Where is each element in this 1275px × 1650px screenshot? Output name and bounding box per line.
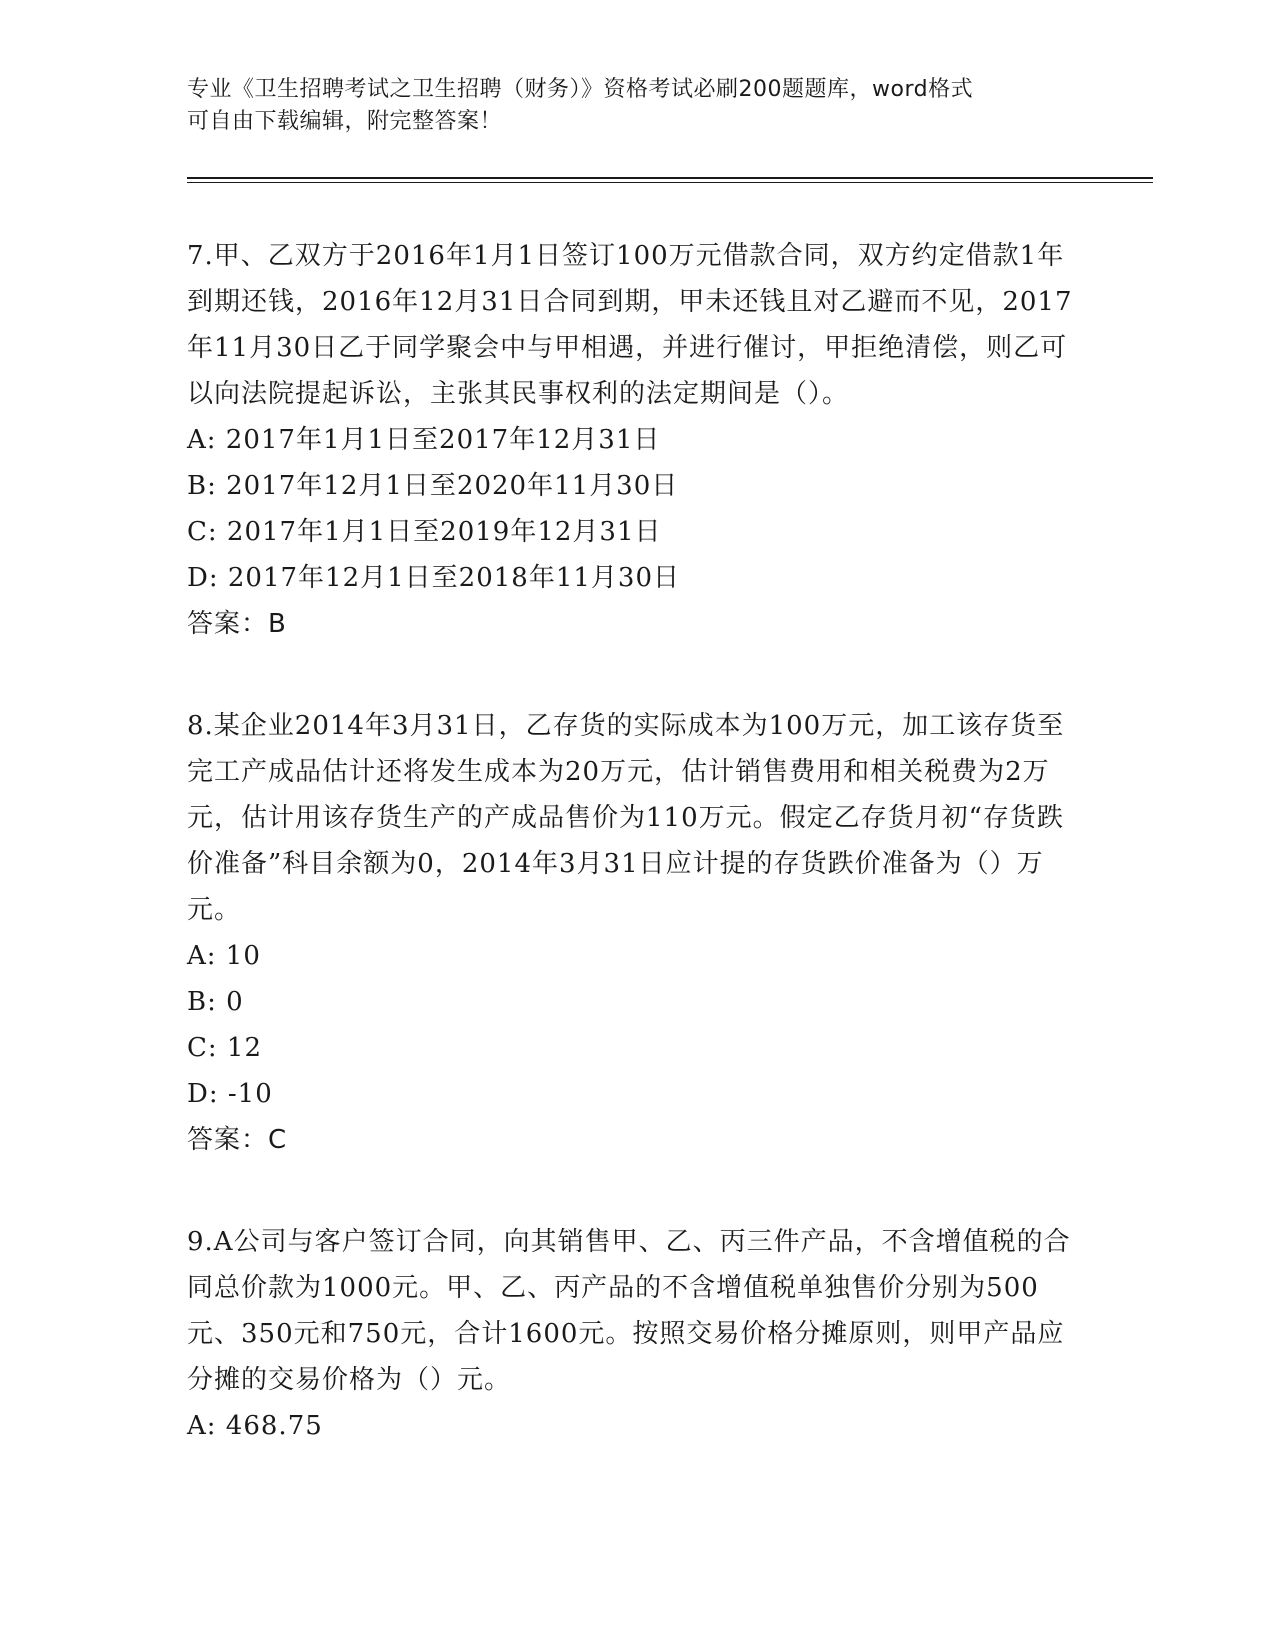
option-a: A: 2017年1月1日至2017年12月31日 <box>187 425 661 455</box>
option-a: A: 468.75 <box>187 1411 323 1441</box>
option-a: A: 10 <box>187 941 261 971</box>
question-list <box>187 233 1087 1505</box>
header-rule-thin <box>187 182 1153 183</box>
option-c: C: 12 <box>187 1033 263 1063</box>
option-b: B: 0 <box>187 987 244 1017</box>
question-stem: 8.某企业2014年3月31日，乙存货的实际成本为100万元，加工该存货至完工产成品估计还将发生成本为20万元，估计销售费用和相关税费为2万元，估计用该存货生产的产成品售价为110万元。假定乙存货月初“存货跌价准备”科目余额为0，2014年3月31日应计提的存货跌价准备为（）万元。 <box>187 711 1065 925</box>
answer: 答案：B <box>187 609 287 639</box>
option-d: D: -10 <box>187 1079 273 1109</box>
question-8 <box>187 703 1087 1163</box>
option-b: B: 2017年12月1日至2020年11月30日 <box>187 471 679 501</box>
question-stem: 7.甲、乙双方于2016年1月1日签订100万元借款合同，双方约定借款1年到期还钱，2016年12月31日合同到期，甲未还钱且对乙避而不见，2017年11月30日乙于同学聚会中与甲相遇，并进行催讨，甲拒绝清偿，则乙可以向法院提起诉讼，主张其民事权利的法定期间是（）。 <box>187 241 1073 409</box>
header-rule-thick <box>187 177 1153 179</box>
option-d: D: 2017年12月1日至2018年11月30日 <box>187 563 681 593</box>
question-9 <box>187 1219 1087 1449</box>
answer: 答案：C <box>187 1125 288 1155</box>
document-header: 专业《卫生招聘考试之卫生招聘（财务）》资格考试必刷200题题库，word格式 可自由下载编辑，附完整答案！ <box>187 77 974 134</box>
question-7 <box>187 233 1087 647</box>
question-stem: 9.A公司与客户签订合同，向其销售甲、乙、丙三件产品，不含增值税的合同总价款为1000元。甲、乙、丙产品的不含增值税单独售价分别为500元、350元和750元，合计1600元。按照交易价格分摊原则，则甲产品应分摊的交易价格为（）元。 <box>187 1227 1071 1395</box>
option-c: C: 2017年1月1日至2019年12月31日 <box>187 517 662 547</box>
